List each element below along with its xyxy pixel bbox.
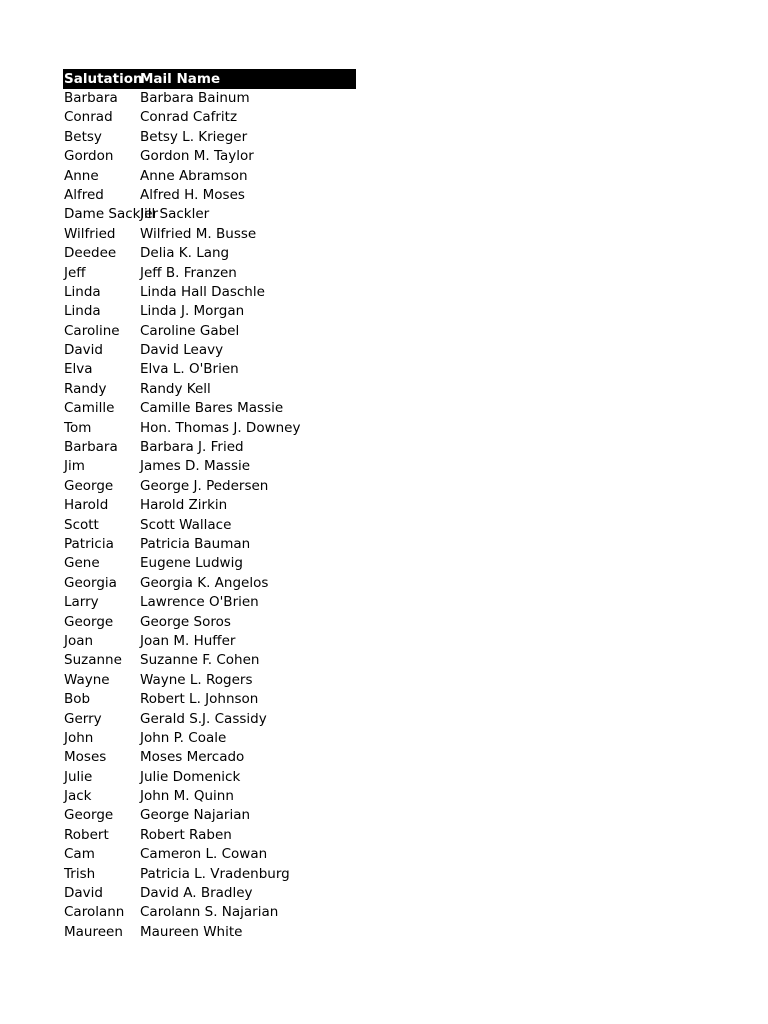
- table-row: [63, 729, 356, 748]
- table-row: [63, 554, 356, 573]
- table-row: [63, 535, 356, 554]
- table-row: [63, 613, 356, 632]
- table-row: [63, 884, 356, 903]
- table-row: [63, 593, 356, 612]
- salutation-cell[interactable]: Patricia: [64, 535, 114, 552]
- salutation-cell[interactable]: Bob: [64, 691, 91, 708]
- salutation-cell[interactable]: Gordon: [64, 148, 114, 165]
- salutation-cell[interactable]: Tom: [64, 419, 92, 436]
- table-body: [63, 89, 356, 942]
- salutation-cell[interactable]: Barbara: [64, 90, 118, 106]
- mail-name-cell[interactable]: George Najarian: [140, 807, 251, 824]
- salutation-cell[interactable]: George: [64, 613, 114, 630]
- salutation-cell[interactable]: Wilfried: [64, 225, 116, 242]
- salutation-cell[interactable]: Jeff: [64, 264, 86, 281]
- salutation-cell[interactable]: Maureen: [64, 923, 123, 940]
- table-row: [63, 748, 356, 767]
- table-row: [63, 205, 356, 224]
- mail-name-cell[interactable]: Barbara Bainum: [140, 90, 250, 106]
- mail-name-cell[interactable]: George Soros: [140, 613, 231, 630]
- mail-name-cell[interactable]: Lawrence O'Brien: [140, 594, 259, 611]
- mail-name-cell[interactable]: Joan M. Huffer: [140, 632, 236, 649]
- table-row: [63, 865, 356, 884]
- salutation-cell[interactable]: Larry: [64, 594, 99, 611]
- mail-name-cell[interactable]: Georgia K. Angelos: [140, 574, 269, 591]
- mail-name-cell[interactable]: Maureen White: [140, 923, 243, 940]
- mail-name-cell[interactable]: Gordon M. Taylor: [140, 148, 254, 165]
- table-row: [63, 671, 356, 690]
- table-row: [63, 244, 356, 263]
- salutation-cell[interactable]: Caroline: [64, 322, 120, 339]
- mail-name-cell[interactable]: Moses Mercado: [140, 749, 245, 766]
- table-row: [63, 147, 356, 166]
- table-row: [63, 128, 356, 147]
- salutation-cell[interactable]: John: [64, 729, 94, 746]
- mail-name-cell[interactable]: John M. Quinn: [140, 788, 234, 805]
- salutation-cell[interactable]: David: [64, 342, 103, 359]
- table-row: [63, 710, 356, 729]
- salutation-cell[interactable]: Alfred: [64, 186, 104, 203]
- table-row: [63, 457, 356, 476]
- salutation-cell[interactable]: Anne: [64, 167, 99, 184]
- salutation-cell[interactable]: Randy: [64, 380, 107, 397]
- salutation-cell[interactable]: Georgia: [64, 574, 117, 591]
- mail-name-cell[interactable]: Patricia Bauman: [140, 535, 251, 552]
- table-row: [63, 225, 356, 244]
- table-row: [63, 632, 356, 651]
- salutation-cell[interactable]: Elva: [64, 361, 93, 378]
- mail-name-cell[interactable]: David Leavy: [140, 342, 224, 359]
- mail-name-cell[interactable]: Julie Domenick: [140, 768, 241, 785]
- mail-name-cell[interactable]: Robert Raben: [140, 826, 232, 843]
- mail-name-cell[interactable]: Betsy L. Krieger: [140, 128, 248, 145]
- mail-name-cell[interactable]: Anne Abramson: [140, 167, 248, 184]
- table-row: [63, 360, 356, 379]
- salutation-cell[interactable]: Camille: [64, 400, 115, 417]
- table-row: [63, 477, 356, 496]
- table-row: [63, 787, 356, 806]
- table-row: [63, 574, 356, 593]
- salutation-cell[interactable]: Jim: [64, 458, 85, 475]
- mail-name-cell[interactable]: David A. Bradley: [140, 885, 253, 902]
- mail-name-cell[interactable]: Wilfried M. Busse: [140, 225, 257, 242]
- salutation-cell[interactable]: Linda: [64, 283, 101, 300]
- table-row: [63, 690, 356, 709]
- table-row: [63, 322, 356, 341]
- mail-name-cell[interactable]: James D. Massie: [140, 458, 251, 475]
- mail-name-cell[interactable]: Delia K. Lang: [140, 245, 230, 262]
- mail-name-cell[interactable]: Linda Hall Daschle: [140, 283, 265, 300]
- table-row: [63, 826, 356, 845]
- mail-name-cell[interactable]: Harold Zirkin: [140, 497, 228, 514]
- mail-name-cell[interactable]: Conrad Cafritz: [140, 109, 238, 126]
- table-row: [63, 438, 356, 457]
- mail-name-cell[interactable]: Linda J. Morgan: [140, 303, 245, 320]
- salutation-cell[interactable]: Cam: [64, 846, 95, 863]
- mail-name-cell[interactable]: John P. Coale: [140, 729, 227, 746]
- mail-name-cell[interactable]: Elva L. O'Brien: [140, 361, 239, 378]
- mail-name-cell[interactable]: Robert L. Johnson: [140, 691, 259, 708]
- mail-name-cell[interactable]: Eugene Ludwig: [140, 555, 243, 572]
- salutation-cell[interactable]: Trish: [64, 865, 96, 882]
- salutation-cell[interactable]: Betsy: [64, 128, 102, 145]
- salutation-cell[interactable]: Scott: [64, 516, 99, 533]
- table-row: [63, 302, 356, 321]
- mail-name-cell[interactable]: Gerald S.J. Cassidy: [140, 710, 267, 727]
- salutation-cell[interactable]: Gerry: [64, 710, 102, 727]
- table-row: [63, 496, 356, 515]
- salutation-cell[interactable]: George: [64, 807, 114, 824]
- salutation-cell[interactable]: Deedee: [64, 245, 117, 262]
- table-row: [63, 845, 356, 864]
- table-row: [63, 806, 356, 825]
- mail-name-cell[interactable]: Patricia L. Vradenburg: [140, 865, 290, 882]
- salutation-cell[interactable]: Conrad: [64, 109, 113, 126]
- table-row: [63, 903, 356, 922]
- table-row: [63, 108, 356, 127]
- mail-name-cell[interactable]: Scott Wallace: [140, 516, 232, 533]
- salutation-cell[interactable]: Barbara: [64, 439, 118, 456]
- table-row: [63, 89, 356, 108]
- header-row: [63, 69, 356, 89]
- mail-name-cell[interactable]: Hon. Thomas J. Downey: [140, 419, 301, 436]
- mail-name-cell[interactable]: Cameron L. Cowan: [140, 846, 268, 863]
- mail-name-cell[interactable]: Barbara J. Fried: [140, 439, 244, 456]
- table-row: [63, 516, 356, 535]
- table-row: [63, 283, 356, 302]
- salutation-cell[interactable]: Wayne: [64, 671, 110, 688]
- mail-name-cell[interactable]: Randy Kell: [140, 380, 211, 397]
- mail-name-cell[interactable]: Suzanne F. Cohen: [140, 652, 260, 669]
- table-row: [63, 186, 356, 205]
- mail-name-cell[interactable]: Jeff B. Franzen: [140, 264, 237, 281]
- table-row: [63, 264, 356, 283]
- salutation-cell[interactable]: Julie: [64, 768, 93, 785]
- salutation-cell[interactable]: Joan: [64, 632, 94, 649]
- salutation-header[interactable]: Salutation: [64, 71, 143, 87]
- salutation-cell[interactable]: George: [64, 477, 114, 494]
- salutation-cell[interactable]: Gene: [64, 555, 100, 572]
- salutation-cell[interactable]: David: [64, 885, 103, 902]
- salutation-cell[interactable]: Moses: [64, 749, 107, 766]
- table-row: [63, 651, 356, 670]
- mail-name-cell[interactable]: Caroline Gabel: [140, 322, 240, 339]
- salutation-cell[interactable]: Dame Sackler: [64, 206, 159, 223]
- salutation-cell[interactable]: Carolann: [64, 904, 125, 921]
- table-row: [63, 768, 356, 787]
- mail-name-cell[interactable]: Jill Sackler: [140, 206, 210, 223]
- salutation-cell[interactable]: Linda: [64, 303, 101, 320]
- mail-name-cell[interactable]: Carolann S. Najarian: [140, 904, 279, 921]
- table-row: [63, 167, 356, 186]
- mail-name-cell[interactable]: Wayne L. Rogers: [140, 671, 253, 688]
- mail-name-cell[interactable]: Alfred H. Moses: [140, 186, 245, 203]
- table-row: [63, 341, 356, 360]
- mail-name-header[interactable]: Mail Name: [140, 71, 221, 87]
- table-row: [63, 380, 356, 399]
- spreadsheet-table: [63, 69, 356, 942]
- salutation-cell[interactable]: Robert: [64, 826, 109, 843]
- salutation-cell[interactable]: Suzanne: [64, 652, 122, 669]
- mail-name-cell[interactable]: George J. Pedersen: [140, 477, 269, 494]
- mail-name-cell[interactable]: Camille Bares Massie: [140, 400, 284, 417]
- salutation-cell[interactable]: Jack: [64, 788, 92, 805]
- table-row: [63, 419, 356, 438]
- table-row: [63, 923, 356, 942]
- table-row: [63, 399, 356, 418]
- salutation-cell[interactable]: Harold: [64, 497, 109, 514]
